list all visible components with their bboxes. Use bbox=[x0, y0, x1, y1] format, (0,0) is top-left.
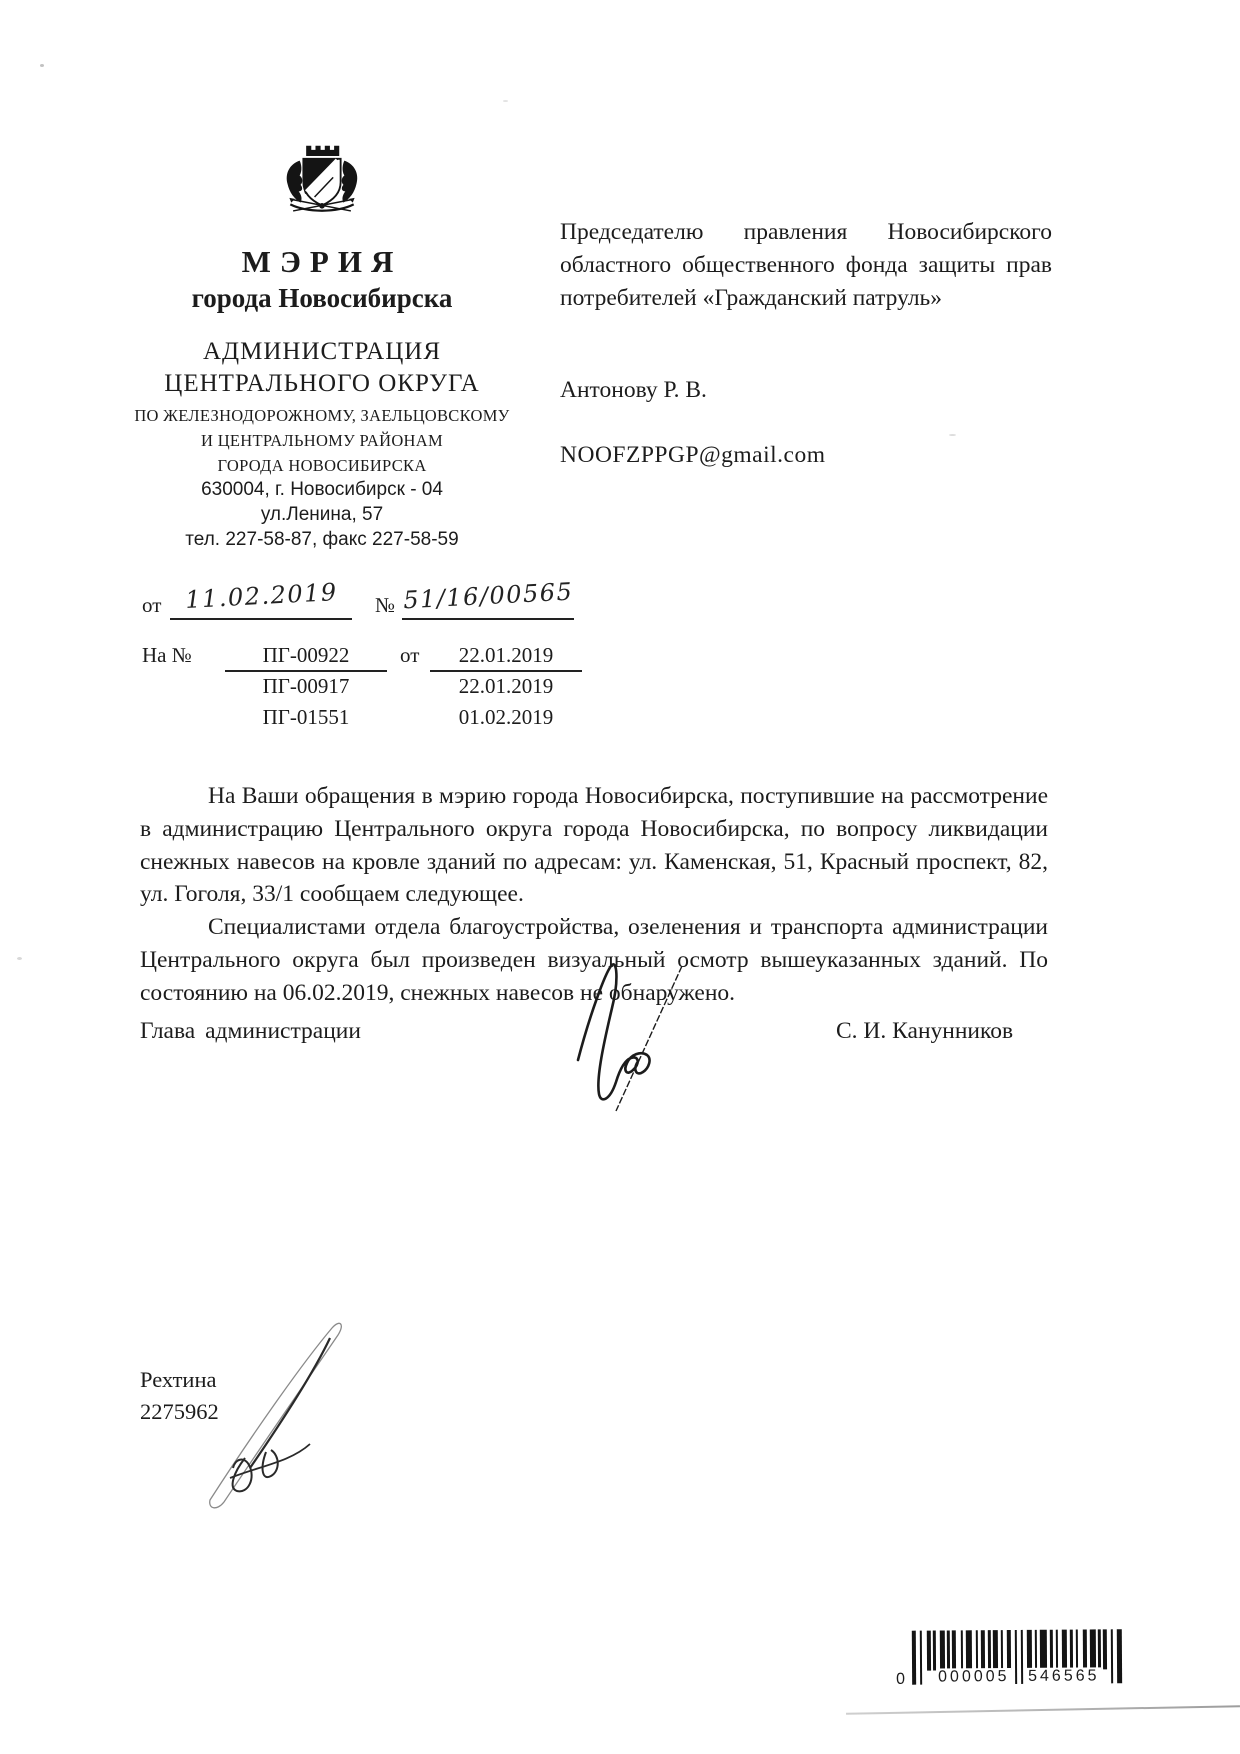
incoming-ref-date: 01.02.2019 bbox=[458, 705, 554, 729]
incoming-ref-label: На № bbox=[142, 643, 192, 667]
outgoing-date-value: 11.02.2019 bbox=[184, 578, 339, 614]
head-signature bbox=[550, 956, 725, 1126]
street-address: ул.Ленина, 57 bbox=[260, 504, 384, 525]
signatory-title: Глава администрации bbox=[140, 1018, 361, 1044]
outgoing-number-value: 51/16/00565 bbox=[402, 577, 574, 615]
recipient-organization: Председателю правления Новосибирского областного общественного фонда защиты прав потребителей «Гражданский патруль» bbox=[560, 219, 1052, 311]
incoming-ref-row bbox=[142, 642, 612, 672]
org-name-line2: города Новосибирска bbox=[191, 283, 453, 313]
incoming-ref-number: ПГ-00917 bbox=[262, 674, 350, 698]
outgoing-date-field bbox=[170, 578, 352, 620]
incoming-ref-number: ПГ-01551 bbox=[262, 705, 350, 729]
incoming-ref-number: ПГ-00922 bbox=[225, 643, 387, 672]
department-line1: АДМИНИСТРАЦИЯ bbox=[203, 338, 441, 365]
outgoing-number-field bbox=[402, 578, 574, 620]
barcode-digits-group1: 000005 bbox=[936, 1668, 1012, 1687]
outgoing-reference-line bbox=[142, 570, 622, 620]
scan-speck bbox=[40, 64, 44, 67]
department-line2: ЦЕНТРАЛЬНОГО ОКРУГА bbox=[164, 370, 480, 397]
incoming-ref-from-label: от bbox=[400, 643, 420, 667]
outgoing-number-label: № bbox=[375, 593, 396, 617]
scan-speck bbox=[17, 957, 22, 960]
phone-fax: тел. 227-58-87, факс 227-58-59 bbox=[185, 529, 459, 550]
recipient-name: Антонову Р. В. bbox=[560, 377, 707, 403]
coat-of-arms-icon bbox=[275, 142, 369, 224]
incoming-ref-row bbox=[142, 704, 612, 734]
executor-name: Рехтина bbox=[140, 1367, 217, 1392]
signatory-name: С. И. Канунников bbox=[836, 1018, 1014, 1044]
districts-line1: ПО ЖЕЛЕЗНОДОРОЖНОМУ, ЗАЕЛЬЦОВСКОМУ bbox=[134, 406, 510, 425]
barcode bbox=[898, 1629, 1128, 1693]
barcode-digits-group2: 546565 bbox=[1026, 1667, 1102, 1686]
executor-signature bbox=[188, 1316, 368, 1516]
incoming-ref-date: 22.01.2019 bbox=[458, 674, 554, 698]
districts-line2: И ЦЕНТРАЛЬНОМУ РАЙОНАМ bbox=[201, 431, 443, 450]
org-name-line1: МЭРИЯ bbox=[241, 244, 403, 279]
postal-address: 630004, г. Новосибирск - 04 bbox=[201, 479, 443, 500]
recipient-email: NOOFZPPGP@gmail.com bbox=[560, 442, 826, 468]
outgoing-date-label: от bbox=[142, 593, 162, 617]
barcode-digit-left: 0 bbox=[894, 1671, 907, 1689]
incoming-ref-row bbox=[142, 673, 612, 703]
districts-line3: ГОРОДА НОВОСИБИРСКА bbox=[217, 456, 427, 475]
letterhead-block bbox=[112, 142, 532, 551]
incoming-ref-date: 22.01.2019 bbox=[430, 643, 582, 672]
body-paragraph-1: На Ваши обращения в мэрию города Новосибирска, поступившие на рассмотрение в администрацию Центрального округа города Новосибирска, по вопросу ликвидации снежных навесов на кровле зданий по адресам: ул. Каменская, 51, Красный проспект, 82, ул. Гоголя, 33/1 сообщаем следующее. bbox=[140, 783, 1048, 908]
scan-edge-line bbox=[846, 1705, 1240, 1715]
executor-phone: 2275962 bbox=[140, 1399, 219, 1424]
body-paragraph-2: Специалистами отдела благоустройства, озеленения и транспорта администрации Центрального округа был произведен визуальный осмотр вышеуказанных зданий. По состоянию на 06.02.2019, снежных навесов не обнаружено. bbox=[140, 914, 1048, 1006]
scan-speck bbox=[503, 100, 508, 102]
scan-speck bbox=[949, 434, 956, 436]
